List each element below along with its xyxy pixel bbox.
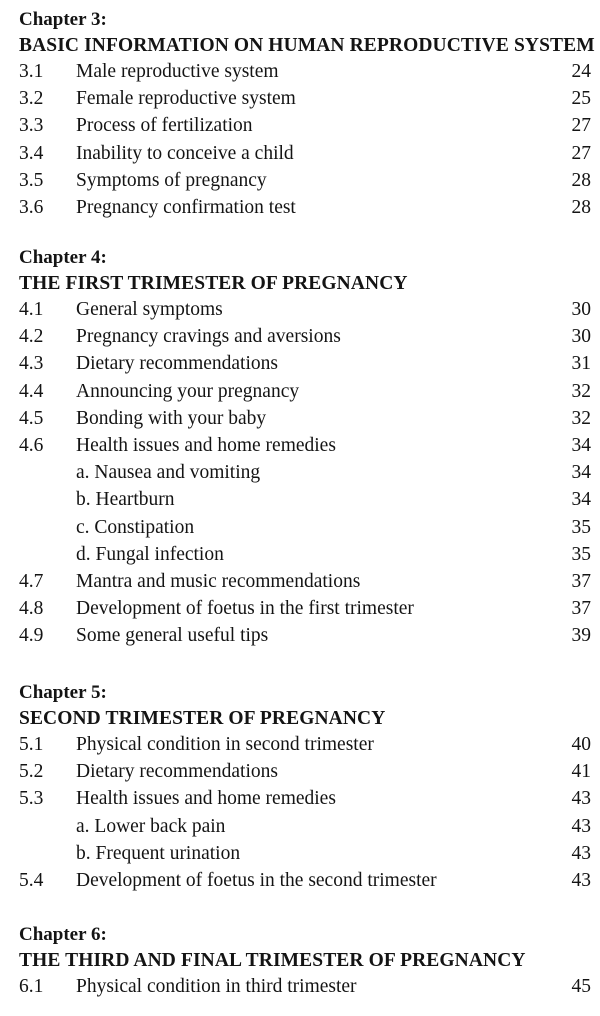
toc-entry bbox=[0, 323, 600, 350]
entry-page-number: 43 bbox=[571, 842, 591, 864]
entry-title: Dietary recommendations bbox=[76, 761, 278, 783]
toc-entry bbox=[0, 194, 600, 221]
entry-title: General symptoms bbox=[76, 299, 223, 320]
entry-number: 3.1 bbox=[19, 61, 44, 82]
toc-entry bbox=[0, 58, 600, 85]
toc-entry bbox=[0, 350, 600, 377]
entry-title: c. Constipation bbox=[76, 516, 195, 538]
entry-title: Process of fertilization bbox=[76, 115, 253, 137]
entry-title: a. Lower back pain bbox=[76, 815, 226, 837]
entry-title: Inability to conceive a child bbox=[76, 142, 294, 164]
toc-entry bbox=[0, 731, 600, 758]
entry-page-number: 41 bbox=[571, 761, 591, 783]
entry-page-number: 27 bbox=[571, 142, 591, 164]
entry-title: Bonding with your baby bbox=[76, 407, 267, 429]
entry-page-number: 39 bbox=[571, 625, 591, 647]
entry-number: 3.4 bbox=[19, 142, 44, 164]
entry-page-number: 37 bbox=[571, 598, 591, 620]
entry-page-number: 24 bbox=[571, 61, 591, 82]
toc-entry bbox=[0, 432, 600, 459]
toc-entry bbox=[0, 167, 600, 194]
toc-entry bbox=[0, 85, 600, 112]
entry-number: 4.2 bbox=[19, 326, 44, 348]
entry-title: Dietary recommendations bbox=[76, 353, 278, 375]
toc-entry bbox=[0, 140, 600, 167]
entry-number: 5.4 bbox=[19, 870, 44, 891]
entry-page-number: 34 bbox=[571, 462, 591, 484]
entry-title: Female reproductive system bbox=[76, 88, 296, 110]
entry-page-number: 34 bbox=[571, 435, 591, 456]
toc-entry bbox=[0, 486, 600, 513]
entry-page-number: 32 bbox=[571, 380, 591, 402]
entry-number: 4.3 bbox=[19, 353, 44, 375]
toc-entry bbox=[0, 568, 600, 595]
entry-page-number: 45 bbox=[571, 976, 591, 997]
toc-entry bbox=[0, 813, 600, 840]
entry-title: Mantra and music recommendations bbox=[76, 571, 361, 592]
entry-page-number: 30 bbox=[571, 326, 591, 348]
toc-entry bbox=[0, 622, 600, 649]
toc-entry bbox=[0, 378, 600, 405]
entry-number: 4.6 bbox=[19, 435, 44, 456]
chapter-label: Chapter 4: bbox=[19, 247, 107, 268]
entry-page-number: 25 bbox=[571, 88, 591, 110]
entry-number: 4.9 bbox=[19, 625, 44, 647]
toc-entry bbox=[0, 541, 600, 568]
entry-title: d. Fungal infection bbox=[76, 543, 224, 565]
entry-number: 4.4 bbox=[19, 380, 44, 402]
chapter-label: Chapter 5: bbox=[19, 682, 107, 703]
entry-title: a. Nausea and vomiting bbox=[76, 462, 261, 484]
entry-page-number: 30 bbox=[571, 299, 591, 320]
toc-entry bbox=[0, 514, 600, 541]
toc-entry bbox=[0, 758, 600, 785]
entry-page-number: 43 bbox=[571, 870, 591, 891]
toc-entry bbox=[0, 405, 600, 432]
chapter-title: THE THIRD AND FINAL TRIMESTER OF PREGNANCY bbox=[19, 950, 526, 971]
toc-entry bbox=[0, 785, 600, 812]
entry-page-number: 34 bbox=[571, 489, 591, 511]
chapter-title: THE FIRST TRIMESTER OF PREGNANCY bbox=[19, 273, 408, 294]
entry-page-number: 37 bbox=[571, 571, 591, 592]
entry-title: Physical condition in third trimester bbox=[76, 976, 357, 997]
entry-page-number: 31 bbox=[571, 353, 591, 375]
toc-entry bbox=[0, 112, 600, 139]
entry-page-number: 35 bbox=[571, 516, 591, 538]
toc-entry bbox=[0, 867, 600, 894]
entry-title: Announcing your pregnancy bbox=[76, 380, 300, 402]
entry-title: Pregnancy cravings and aversions bbox=[76, 326, 341, 348]
entry-number: 5.1 bbox=[19, 734, 44, 755]
entry-title: Symptoms of pregnancy bbox=[76, 169, 267, 191]
entry-title: Health issues and home remedies bbox=[76, 435, 336, 456]
entry-page-number: 35 bbox=[571, 543, 591, 565]
chapter-title: BASIC INFORMATION ON HUMAN REPRODUCTIVE SYSTEM bbox=[19, 35, 595, 56]
entry-title: Physical condition in second trimester bbox=[76, 734, 374, 755]
toc-entry bbox=[0, 296, 600, 323]
entry-title: Development of foetus in the first trimester bbox=[76, 598, 414, 620]
toc-entry bbox=[0, 595, 600, 622]
entry-title: b. Heartburn bbox=[76, 489, 175, 511]
entry-number: 4.7 bbox=[19, 571, 44, 592]
entry-number: 3.3 bbox=[19, 115, 44, 137]
entry-number: 6.1 bbox=[19, 976, 44, 997]
entry-page-number: 43 bbox=[571, 788, 591, 810]
toc-entry bbox=[0, 840, 600, 867]
entry-page-number: 27 bbox=[571, 115, 591, 137]
toc-entry bbox=[0, 459, 600, 486]
entry-number: 4.5 bbox=[19, 407, 44, 429]
entry-page-number: 40 bbox=[571, 734, 591, 755]
entry-title: Pregnancy confirmation test bbox=[76, 197, 296, 218]
entry-number: 3.2 bbox=[19, 88, 44, 110]
entry-title: b. Frequent urination bbox=[76, 842, 241, 864]
entry-number: 3.5 bbox=[19, 169, 44, 191]
toc-entry bbox=[0, 973, 600, 1000]
entry-page-number: 32 bbox=[571, 407, 591, 429]
entry-title: Health issues and home remedies bbox=[76, 788, 336, 810]
entry-page-number: 28 bbox=[571, 197, 591, 218]
chapter-label: Chapter 3: bbox=[19, 9, 107, 30]
entry-number: 5.3 bbox=[19, 788, 44, 810]
entry-title: Development of foetus in the second trimester bbox=[76, 870, 437, 891]
entry-page-number: 43 bbox=[571, 815, 591, 837]
entry-number: 5.2 bbox=[19, 761, 44, 783]
entry-number: 4.8 bbox=[19, 598, 44, 620]
chapter-title: SECOND TRIMESTER OF PREGNANCY bbox=[19, 708, 386, 729]
entry-page-number: 28 bbox=[571, 169, 591, 191]
chapter-label: Chapter 6: bbox=[19, 924, 107, 945]
entry-title: Male reproductive system bbox=[76, 61, 279, 82]
entry-title: Some general useful tips bbox=[76, 625, 269, 647]
entry-number: 3.6 bbox=[19, 197, 44, 218]
entry-number: 4.1 bbox=[19, 299, 44, 320]
